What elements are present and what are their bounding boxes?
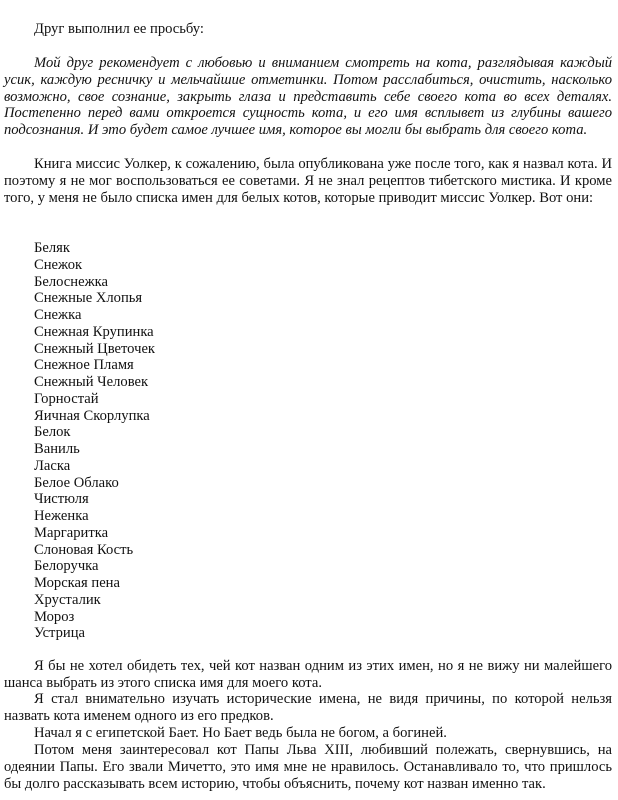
list-item: Ваниль <box>34 441 80 457</box>
list-item: Снежные Хлопья <box>34 290 143 307</box>
list-item: Чистюля <box>34 491 89 508</box>
list-item: Маргаритка <box>34 524 109 541</box>
list-item: Белок <box>34 424 71 441</box>
list-item: Белоснежка <box>34 273 108 290</box>
study-paragraph: Я стал внимательно изучать исторические имена, не видя причины, по которой нельзя назвать кота именем одного из его предков. <box>4 691 612 724</box>
list-item: Горностай <box>34 390 99 407</box>
offend-paragraph: Я бы не хотел обидеть тех, чей кот назван одним из этих имен, но я не вижу ни малейшего шанса выбрать из этого списка имя для моего кота. <box>4 658 612 691</box>
bast-paragraph: Начал я с египетской Бает. Но Бает ведь была не богом, а богиней. <box>34 725 447 741</box>
list-item: Снежка <box>34 307 82 323</box>
list-item: Неженка <box>34 508 89 524</box>
list-item: Белоручка <box>34 558 99 575</box>
list-item: Белое Облако <box>34 474 119 491</box>
pope-paragraph: Потом меня заинтересовал кот Папы Льва XIII, любивший полежать, свернувшись, на одеянии Папы. Его звали Мичетто, это имя мне не нравилось. Останавливало то, что пришлось бы долго рассказывать всем историю, чтобы объяснить, почему кот назван именно так. <box>4 742 612 792</box>
list-item: Снежный Цветочек <box>34 340 156 357</box>
book-paragraph: Книга миссис Уолкер, к сожалению, была опубликована уже после того, как я назвал кота. И поэтому я не мог воспользоваться ее советами. Я не знал рецептов тибетского мистика. И кроме того, у меня не было списка имен для белых котов, которые приводит миссис Уолкер. Вот они: <box>4 156 612 206</box>
list-item: Снежная Крупинка <box>34 323 154 340</box>
list-item: Снежное Пламя <box>34 357 134 374</box>
quote-paragraph: Мой друг рекомендует с любовью и вниманием смотреть на кота, разглядывая каждый усик, каждую ресничку и мельчайшие отметинки. Потом расслабиться, очистить, насколько возможно, свое сознание, закрыть глаза и представить себе своего кота во всех деталях. Постепенно перед вами откроется сущность кота, и его имя всплывет из глубины вашего подсознания. И это будет самое лучшее имя, которое вы могли бы выбрать для своего кота. <box>4 55 612 139</box>
list-item: Хрусталик <box>34 591 101 608</box>
list-item: Устрица <box>34 625 86 642</box>
list-item: Беляк <box>34 240 70 256</box>
list-item: Мороз <box>34 608 75 625</box>
list-item: Морская пена <box>34 575 120 591</box>
intro-paragraph: Друг выполнил ее просьбу: <box>34 21 204 37</box>
list-item: Снежный Человек <box>34 374 149 390</box>
list-item: Ласка <box>34 457 71 474</box>
list-item: Яичная Скорлупка <box>34 407 150 424</box>
cat-name-list <box>34 240 155 642</box>
list-item: Снежок <box>34 256 83 273</box>
list-item: Слоновая Кость <box>34 541 134 558</box>
